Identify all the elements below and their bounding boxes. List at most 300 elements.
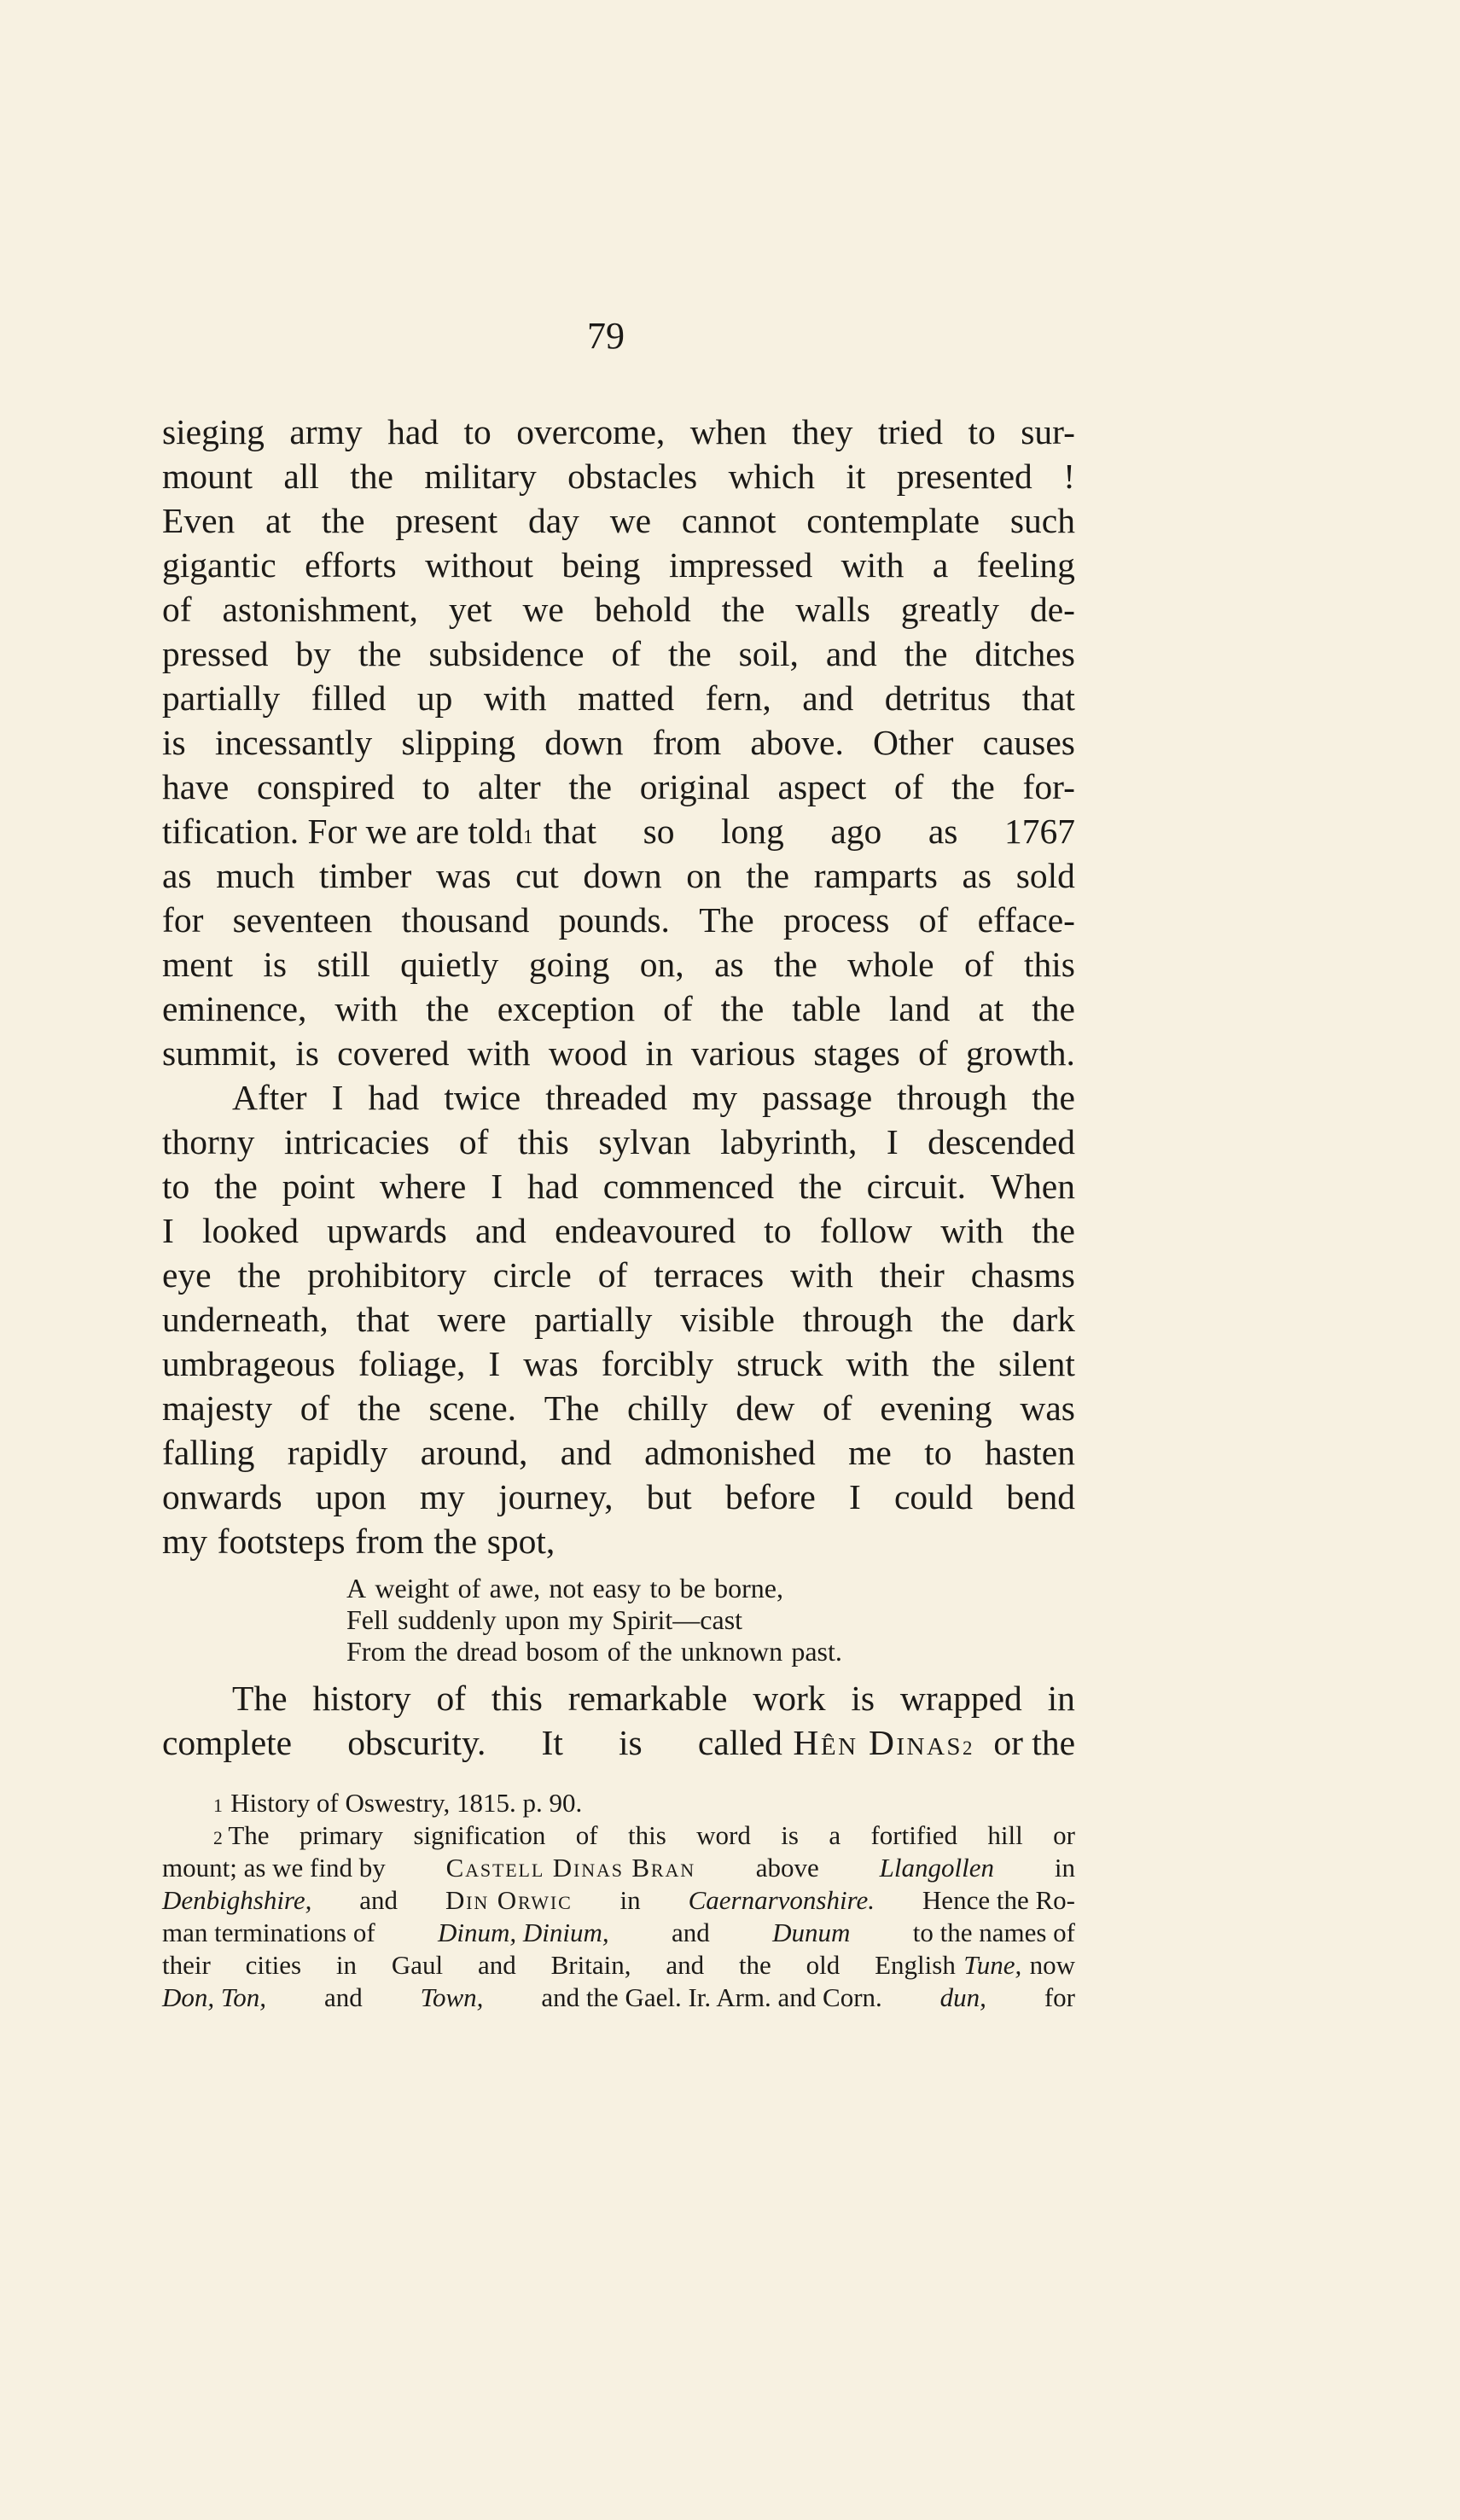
word: signification — [413, 1820, 546, 1850]
word: me — [848, 1433, 892, 1472]
word: From — [346, 1636, 406, 1667]
word: scene. — [428, 1388, 517, 1428]
word: on — [686, 856, 722, 895]
body-line — [162, 1386, 1075, 1430]
word: de- — [1029, 590, 1075, 629]
word: of — [597, 1255, 628, 1295]
word: the — [414, 1636, 448, 1667]
body-line — [162, 1676, 1075, 1720]
word: A — [346, 1573, 367, 1603]
word: this — [1023, 945, 1075, 984]
word: alter — [477, 767, 541, 806]
word: my — [568, 1604, 603, 1635]
word: and — [474, 1211, 526, 1250]
word: of — [300, 1388, 330, 1428]
footnote-segment: to the names of — [912, 1918, 1075, 1947]
word: the — [904, 634, 948, 673]
word: this — [628, 1820, 666, 1850]
word: is — [851, 1679, 875, 1718]
footnote-2-line — [162, 1982, 1075, 2014]
word: of — [918, 1033, 948, 1073]
word: to — [764, 1211, 792, 1250]
word: land — [888, 989, 951, 1028]
word: as — [962, 856, 992, 895]
word: filled — [311, 678, 387, 718]
word: follow — [819, 1211, 913, 1250]
word: weight — [375, 1573, 450, 1603]
word: is — [781, 1820, 799, 1850]
footnote-segment: and — [323, 1982, 363, 2012]
body-line — [162, 1120, 1075, 1164]
word: the — [774, 945, 817, 984]
word: have — [162, 767, 230, 806]
word: the — [746, 856, 790, 895]
footnote-segment: Hence the Ro- — [922, 1885, 1075, 1915]
word: The — [699, 900, 754, 940]
body-line — [162, 498, 1075, 543]
body-line — [162, 986, 1075, 1031]
word: After — [232, 1078, 307, 1117]
place-name-castell-dinas-bran: Castell Dinas Bran — [445, 1853, 695, 1883]
word: suddenly — [398, 1604, 497, 1635]
word: upwards — [327, 1211, 447, 1250]
body-segment — [544, 809, 1075, 853]
body-line — [162, 676, 1075, 720]
word: old — [806, 1950, 841, 1980]
word: or — [1053, 1820, 1075, 1850]
word: gigantic — [162, 545, 276, 585]
word: a — [932, 545, 949, 585]
word: the — [426, 989, 469, 1028]
word: all — [283, 457, 319, 496]
word: and — [825, 634, 877, 673]
word: at — [265, 501, 292, 540]
word: we — [522, 590, 564, 629]
word: bosom — [526, 1636, 599, 1667]
word: the — [358, 1388, 401, 1428]
word: subsidence — [428, 634, 585, 673]
word: with — [940, 1211, 1004, 1250]
word: eye — [162, 1255, 212, 1295]
body-line — [162, 543, 1075, 587]
word: endeavoured — [555, 1211, 736, 1250]
word: table — [792, 989, 861, 1028]
word: from — [355, 1522, 424, 1561]
word: where — [379, 1167, 467, 1206]
body-line — [162, 720, 1075, 765]
body-line-with-footnote-ref: complete obscurity. It is called Hên Dinas 2 or the — [162, 1720, 1075, 1765]
word: chilly — [626, 1388, 708, 1428]
word: underneath, — [162, 1300, 329, 1339]
footnote-segment: man terminations of — [162, 1918, 375, 1947]
word: efface- — [977, 900, 1075, 940]
word: struck — [736, 1344, 823, 1383]
footnote-1: 1 History of Oswestry, 1815. p. 90. — [213, 1788, 583, 1818]
word: partially — [534, 1300, 653, 1339]
body-line-with-footnote-ref: tification. For we are told 1 that so long ago as 1767 — [162, 809, 1075, 853]
word: process — [783, 900, 890, 940]
word: such — [1009, 501, 1075, 540]
word: a — [829, 1820, 841, 1850]
english-term: Don, Ton, — [162, 1982, 267, 2012]
word: their — [162, 1950, 211, 1980]
poem-quotation — [162, 1573, 1075, 1667]
word: for- — [1022, 767, 1075, 806]
body-line — [162, 1031, 1075, 1075]
body-segment: or the — [993, 1723, 1075, 1762]
word: past. — [791, 1636, 842, 1667]
place-name-dinas: Dinas — [868, 1723, 963, 1762]
word: which — [728, 457, 815, 496]
word: the — [1032, 1211, 1075, 1250]
word: this — [517, 1122, 569, 1161]
word: various — [690, 1033, 796, 1073]
word: the — [321, 501, 365, 540]
word: with — [483, 678, 547, 718]
word: of — [162, 590, 192, 629]
word: in — [1047, 1679, 1075, 1718]
word: summit, — [162, 1033, 277, 1073]
word: It — [541, 1723, 563, 1762]
word: of — [963, 945, 994, 984]
word: I — [331, 1078, 344, 1117]
word: fern, — [705, 678, 771, 718]
english-term: Tune, — [963, 1950, 1022, 1980]
word: is — [263, 945, 288, 984]
body-segment — [162, 1720, 782, 1765]
body-line — [162, 942, 1075, 986]
place-name-llangollen: Llangollen — [879, 1853, 994, 1883]
word: wood — [548, 1033, 628, 1073]
word: growth. — [965, 1033, 1075, 1073]
main-text — [162, 410, 1075, 2014]
word: hasten — [984, 1433, 1075, 1472]
word: is — [162, 723, 186, 762]
word: evening — [880, 1388, 992, 1428]
footnote-segment: now — [1029, 1950, 1075, 1980]
word: commenced — [602, 1167, 775, 1206]
word: walls — [795, 590, 870, 629]
word: circle — [492, 1255, 572, 1295]
latin-term: Dunum — [772, 1918, 851, 1947]
word: tried — [877, 412, 944, 451]
word: when — [689, 412, 767, 451]
word: of — [607, 1636, 631, 1667]
word: cannot — [681, 501, 777, 540]
word: foliage, — [358, 1344, 466, 1383]
word: and — [666, 1950, 705, 1980]
body-line — [162, 587, 1075, 631]
word: of — [457, 1573, 481, 1603]
word: through — [802, 1300, 913, 1339]
place-name-hen: Hên — [793, 1723, 858, 1762]
body-line — [162, 454, 1075, 498]
word: their — [879, 1255, 945, 1295]
word: is — [295, 1033, 319, 1073]
word: causes — [982, 723, 1075, 762]
word: astonishment, — [222, 590, 418, 629]
footnote-segment: and — [359, 1885, 398, 1915]
word: borne, — [714, 1573, 783, 1603]
word: army — [289, 412, 363, 451]
word: history — [312, 1679, 411, 1718]
word: before — [724, 1477, 816, 1516]
body-segment: tification. For we are told — [162, 812, 523, 851]
word: from — [652, 723, 722, 762]
word: the — [1032, 1078, 1075, 1117]
footnote-segment: and the Gael. Ir. Arm. and Corn. — [541, 1982, 882, 2012]
word: we — [609, 501, 652, 540]
word: partially — [162, 678, 281, 718]
word: with — [790, 1255, 853, 1295]
word: with — [841, 545, 905, 585]
word: intricacies — [283, 1122, 430, 1161]
word: bend — [1006, 1477, 1075, 1516]
word: labyrinth, — [720, 1122, 858, 1161]
word: slipping — [401, 723, 516, 762]
word: descended — [928, 1122, 1075, 1161]
page-number: 79 — [587, 315, 625, 357]
word: obscurity. — [347, 1723, 486, 1762]
word: original — [639, 767, 750, 806]
word: so — [643, 812, 675, 851]
word: behold — [594, 590, 691, 629]
word: that — [356, 1300, 410, 1339]
word: terraces — [654, 1255, 765, 1295]
word: in — [645, 1033, 673, 1073]
body-line — [162, 1519, 1075, 1563]
word: with — [846, 1344, 910, 1383]
word: and — [560, 1433, 612, 1472]
word: journey, — [498, 1477, 614, 1516]
word: my — [419, 1477, 465, 1516]
word: conspired — [257, 767, 395, 806]
word: circuit. — [866, 1167, 967, 1206]
word: overcome, — [516, 412, 666, 451]
word: The — [544, 1388, 600, 1428]
word: of — [823, 1388, 852, 1428]
word: footsteps — [217, 1522, 346, 1561]
footnote-2-line — [162, 1852, 1075, 1884]
word: was — [523, 1344, 579, 1383]
word: matted — [578, 678, 675, 718]
word: I — [162, 1211, 174, 1250]
word: complete — [162, 1723, 293, 1762]
word: admonished — [644, 1433, 816, 1472]
word: obstacles — [567, 457, 698, 496]
word: aspect — [777, 767, 867, 806]
word: to — [924, 1433, 952, 1472]
word: but — [646, 1477, 692, 1516]
word: much — [216, 856, 295, 895]
word: 1767 — [1003, 812, 1075, 851]
footnote-segment: mount; as we find by — [162, 1853, 386, 1883]
footnote-2-line — [162, 1917, 1075, 1949]
word: whole — [847, 945, 934, 984]
footnotes — [162, 1787, 1075, 2014]
word: chasms — [970, 1255, 1075, 1295]
word: of — [458, 1122, 489, 1161]
word: not — [549, 1573, 585, 1603]
word: Fell — [346, 1604, 389, 1635]
word: thousand — [401, 900, 530, 940]
word: English — [875, 1950, 956, 1980]
word: spot, — [486, 1522, 555, 1561]
word: quietly — [400, 945, 499, 984]
word: to — [968, 412, 996, 451]
word: eminence, — [162, 989, 307, 1028]
word: going — [528, 945, 610, 984]
word: present — [395, 501, 498, 540]
word: of — [611, 634, 642, 673]
word: the — [358, 634, 402, 673]
word: the — [951, 767, 995, 806]
word: day — [527, 501, 579, 540]
word: I — [848, 1477, 861, 1516]
word: to — [422, 767, 451, 806]
body-line — [162, 765, 1075, 809]
body-line — [162, 1164, 1075, 1208]
word: sylvan — [598, 1122, 691, 1161]
word: sur- — [1021, 412, 1075, 451]
word: I — [491, 1167, 503, 1206]
word: ditches — [974, 634, 1075, 673]
word: is — [619, 1723, 643, 1762]
word: be — [679, 1573, 706, 1603]
word: incessantly — [214, 723, 373, 762]
word: Even — [162, 501, 236, 540]
word: around, — [420, 1433, 528, 1472]
word: the — [720, 989, 765, 1028]
word: dew — [736, 1388, 795, 1428]
word: ago — [830, 812, 882, 851]
word: When — [990, 1167, 1075, 1206]
body-line — [162, 1208, 1075, 1253]
body-line — [162, 631, 1075, 676]
word: was — [1020, 1388, 1075, 1428]
word: that — [543, 812, 597, 851]
word: soil, — [738, 634, 799, 673]
word: of — [436, 1679, 467, 1718]
word: rapidly — [287, 1433, 388, 1472]
word: passage — [762, 1078, 873, 1117]
word: contemplate — [806, 501, 980, 540]
word: without — [425, 545, 533, 585]
word: the — [799, 1167, 842, 1206]
word: the — [940, 1300, 985, 1339]
word: up — [416, 678, 453, 718]
word: long — [721, 812, 784, 851]
body-line — [162, 1341, 1075, 1386]
word: primary — [299, 1820, 384, 1850]
word: to — [162, 1167, 190, 1206]
word: Spirit—cast — [612, 1604, 743, 1635]
word: fortified — [870, 1820, 958, 1850]
word: greatly — [900, 590, 1000, 629]
word: the — [738, 1950, 771, 1980]
word: of — [893, 767, 924, 806]
footnote-2-line: 2 The primary signification of this word is a fortified hill or — [213, 1820, 1075, 1850]
word: forcibly — [601, 1344, 714, 1383]
footnote-segment: for — [1044, 1982, 1075, 2012]
word: could — [893, 1477, 974, 1516]
word: remarkable — [567, 1679, 728, 1718]
word: in — [335, 1950, 358, 1980]
body-line — [162, 853, 1075, 898]
word: the — [1032, 989, 1075, 1028]
word: I — [886, 1122, 899, 1161]
latin-term: Dinum, Dinium, — [438, 1918, 609, 1947]
word: pressed — [162, 634, 269, 673]
word: of — [918, 900, 949, 940]
word: twice — [444, 1078, 521, 1117]
word: my — [692, 1078, 738, 1117]
body-line — [162, 410, 1075, 454]
word: down — [583, 856, 662, 895]
word: the — [568, 767, 613, 806]
word: they — [792, 412, 853, 451]
word: dark — [1012, 1300, 1075, 1339]
word: this — [491, 1679, 543, 1718]
word: the — [433, 1522, 478, 1561]
word: point — [282, 1167, 356, 1206]
word: Gaul — [391, 1950, 444, 1980]
body-line — [162, 1297, 1075, 1341]
word: Britain, — [550, 1950, 631, 1980]
word: work — [753, 1679, 826, 1718]
word: were — [437, 1300, 507, 1339]
word: presented — [896, 457, 1032, 496]
word: the — [350, 457, 393, 496]
word: of — [663, 989, 693, 1028]
word: awe, — [489, 1573, 541, 1603]
word: timber — [319, 856, 412, 895]
word: seventeen — [232, 900, 373, 940]
footnote-2-line — [162, 1949, 1075, 1982]
word: the — [237, 1255, 282, 1295]
word: of — [575, 1820, 598, 1850]
body-line — [162, 1475, 1075, 1519]
word: the — [214, 1167, 258, 1206]
word: the — [932, 1344, 975, 1383]
word: yet — [448, 590, 492, 629]
word: cities — [245, 1950, 302, 1980]
poem-line — [346, 1573, 1075, 1604]
word: impressed — [668, 545, 813, 585]
word: hill — [987, 1820, 1023, 1850]
celtic-term: dun, — [939, 1982, 986, 2012]
poem-line — [346, 1636, 1075, 1667]
poem-line — [346, 1604, 1075, 1636]
word: and — [478, 1950, 516, 1980]
footnote-2-line — [162, 1884, 1075, 1917]
word: feeling — [976, 545, 1075, 585]
word: upon — [504, 1604, 560, 1635]
word: pounds. — [558, 900, 670, 940]
footnote-segment — [228, 1819, 1075, 1852]
word: efforts — [305, 545, 397, 585]
word: wrapped — [899, 1679, 1022, 1718]
word: I — [488, 1344, 501, 1383]
word: ramparts — [813, 856, 938, 895]
word: unknown — [681, 1636, 783, 1667]
word: it — [846, 457, 866, 496]
word: Other — [872, 723, 954, 762]
word: through — [897, 1078, 1008, 1117]
word: looked — [202, 1211, 299, 1250]
english-term: Town, — [420, 1982, 484, 2012]
word: silent — [998, 1344, 1075, 1383]
